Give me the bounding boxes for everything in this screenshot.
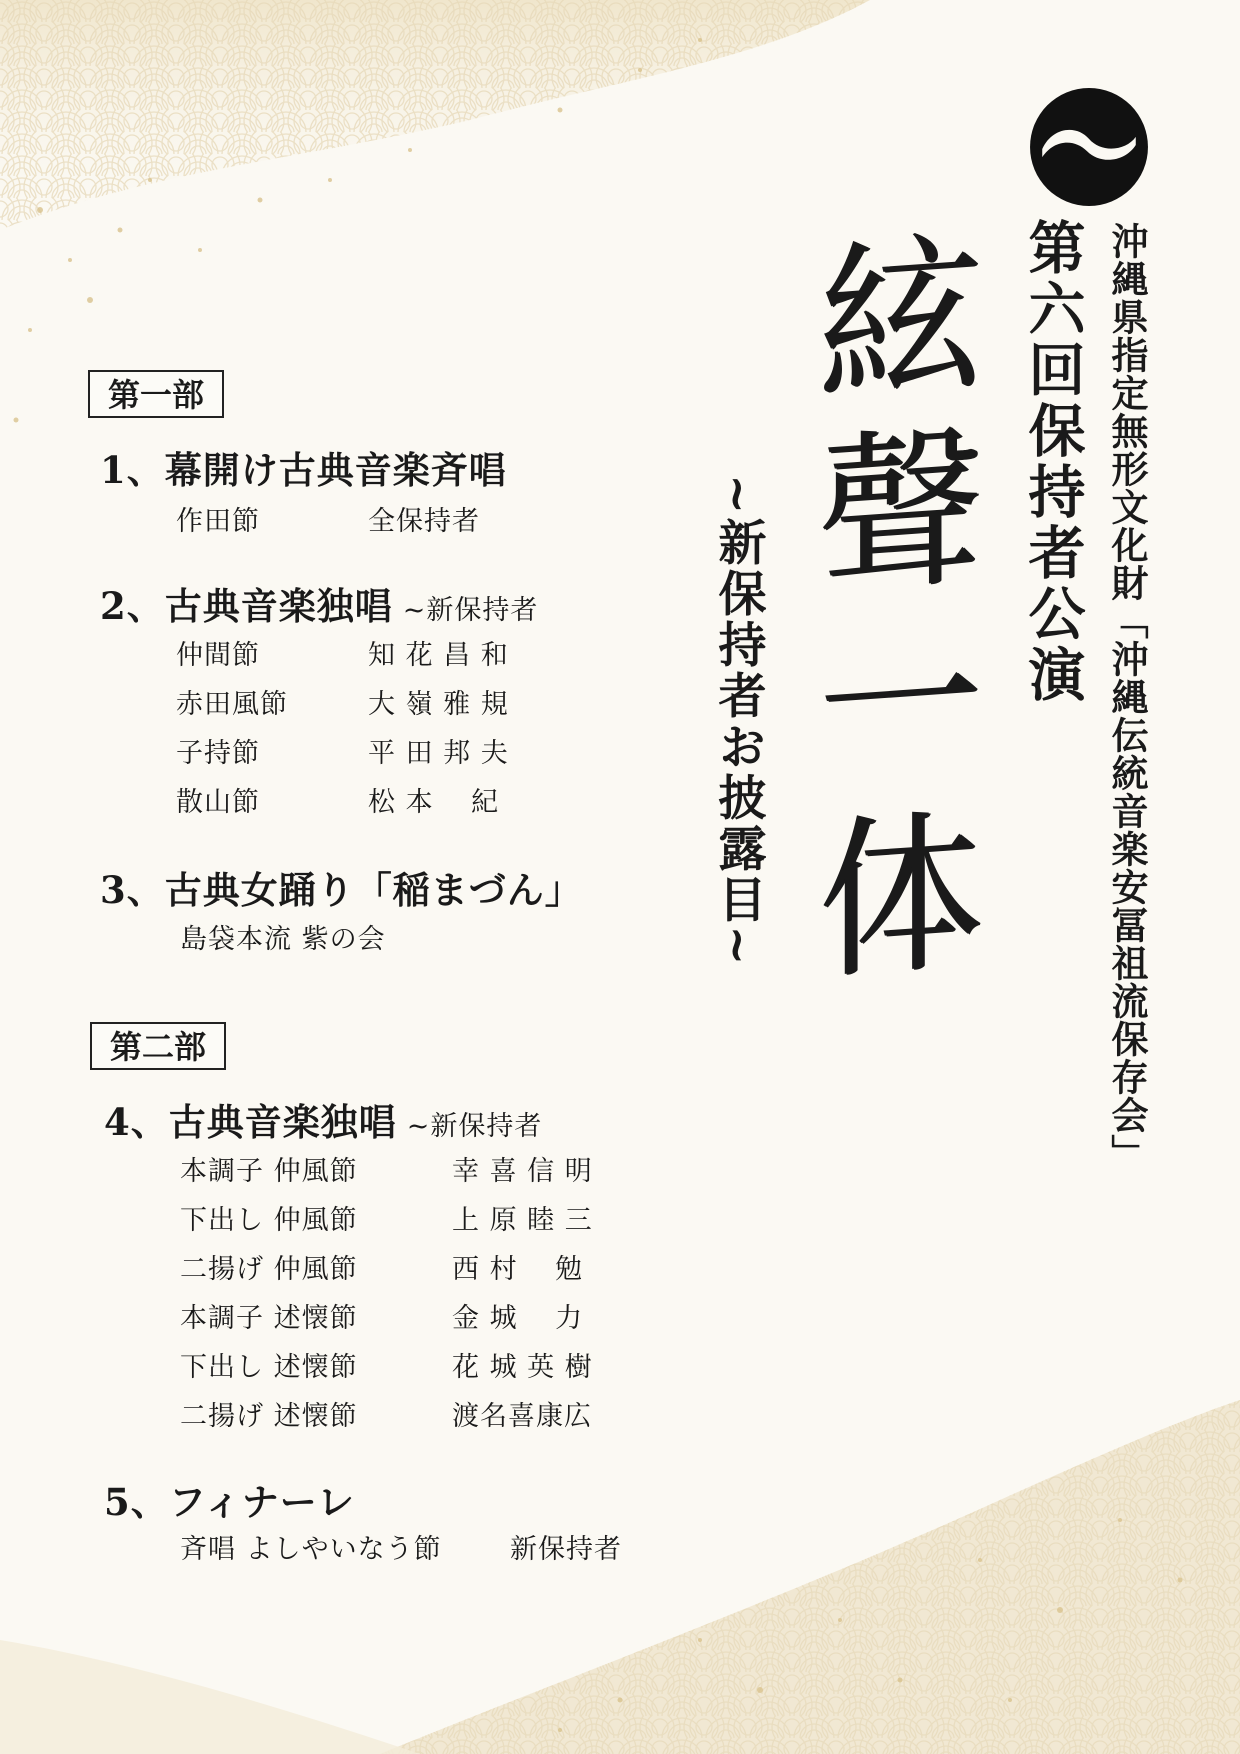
part2-label: 第二部 [90,1022,226,1070]
piece-name: 本調子 述懐節 [180,1303,358,1334]
item-title-text: フィナーレ [168,1480,356,1524]
program-item-4 [104,1100,543,1144]
item-title [104,1100,543,1144]
performer-name: 新保持者 [510,1534,622,1565]
subtitle: ~新保持者お披露目~ [710,474,766,969]
item-number: 1、 [100,448,165,492]
item-note: ~新保持者 [406,1111,543,1142]
program-item-1 [100,448,507,492]
program-item-2 [100,584,539,628]
item-number: 2、 [100,584,165,628]
performer-name: 松 本 紀 [368,787,500,818]
performance-row [180,1205,593,1236]
item-note: ~新保持者 [402,595,539,626]
performer-name: 平 田 邦 夫 [368,738,509,769]
performance-row [176,787,500,818]
performer-name: 幸 喜 信 明 [452,1156,593,1187]
piece-name: 仲間節 [176,640,260,671]
piece-name: 子持節 [176,738,260,769]
program-item-5 [104,1480,356,1524]
item-title [100,448,507,492]
item-number: 4、 [104,1100,169,1144]
item-title [100,584,539,628]
performer-name: 上 原 睦 三 [452,1205,593,1236]
piece-name: 斉唱 よしやいなう節 [180,1534,442,1565]
performance-row [176,506,480,537]
item-title [104,1480,356,1524]
performance-edition: 第六回保持者公演 [1019,218,1086,706]
piece-name: 下出し 述懐節 [180,1352,358,1383]
performance-row [176,640,509,671]
performer-name: 全保持者 [368,506,480,537]
program-item-3 [100,868,583,912]
performance-row [180,1254,584,1285]
performance-row [176,689,509,720]
performance-row [180,926,386,953]
item-title-text: 古典女踊り「稲まづん」 [164,868,583,912]
piece-name: 島袋本流 紫の会 [180,924,386,955]
piece-name: 作田節 [176,506,260,537]
performance-row [180,1534,622,1565]
item-title-text: 幕開け古典音楽斉唱 [164,448,507,492]
organization-name: 沖縄県指定無形文化財「沖縄伝統音楽安冨祖流保存会」 [1105,222,1149,1172]
piece-name: 下出し 仲風節 [180,1205,358,1236]
performer-name: 知 花 昌 和 [368,640,509,671]
performance-row [180,1303,584,1334]
piece-name: 二揚げ 述懐節 [180,1401,358,1432]
performer-name: 花 城 英 樹 [452,1352,593,1383]
performer-name: 金 城 力 [452,1303,584,1334]
item-title [100,868,583,912]
item-number: 3、 [100,868,165,912]
piece-name: 赤田風節 [176,689,288,720]
piece-name: 散山節 [176,787,260,818]
piece-name: 二揚げ 仲風節 [180,1254,358,1285]
circle-wave-emblem-icon [1028,86,1150,208]
main-title: 絃聲一体 [790,223,983,1005]
piece-name: 本調子 仲風節 [180,1156,358,1187]
part1-label: 第一部 [88,370,224,418]
item-number: 5、 [104,1480,169,1524]
performer-name: 西 村 勉 [452,1254,584,1285]
performance-row [176,738,509,769]
performer-name: 大 嶺 雅 規 [368,689,509,720]
item-title-text: 古典音楽独唱 [168,1100,397,1144]
performance-row [180,1156,593,1187]
item-title-text: 古典音楽独唱 [164,584,393,628]
performance-row [180,1352,593,1383]
performer-name: 渡名喜康広 [452,1401,592,1432]
performance-row [180,1401,592,1432]
